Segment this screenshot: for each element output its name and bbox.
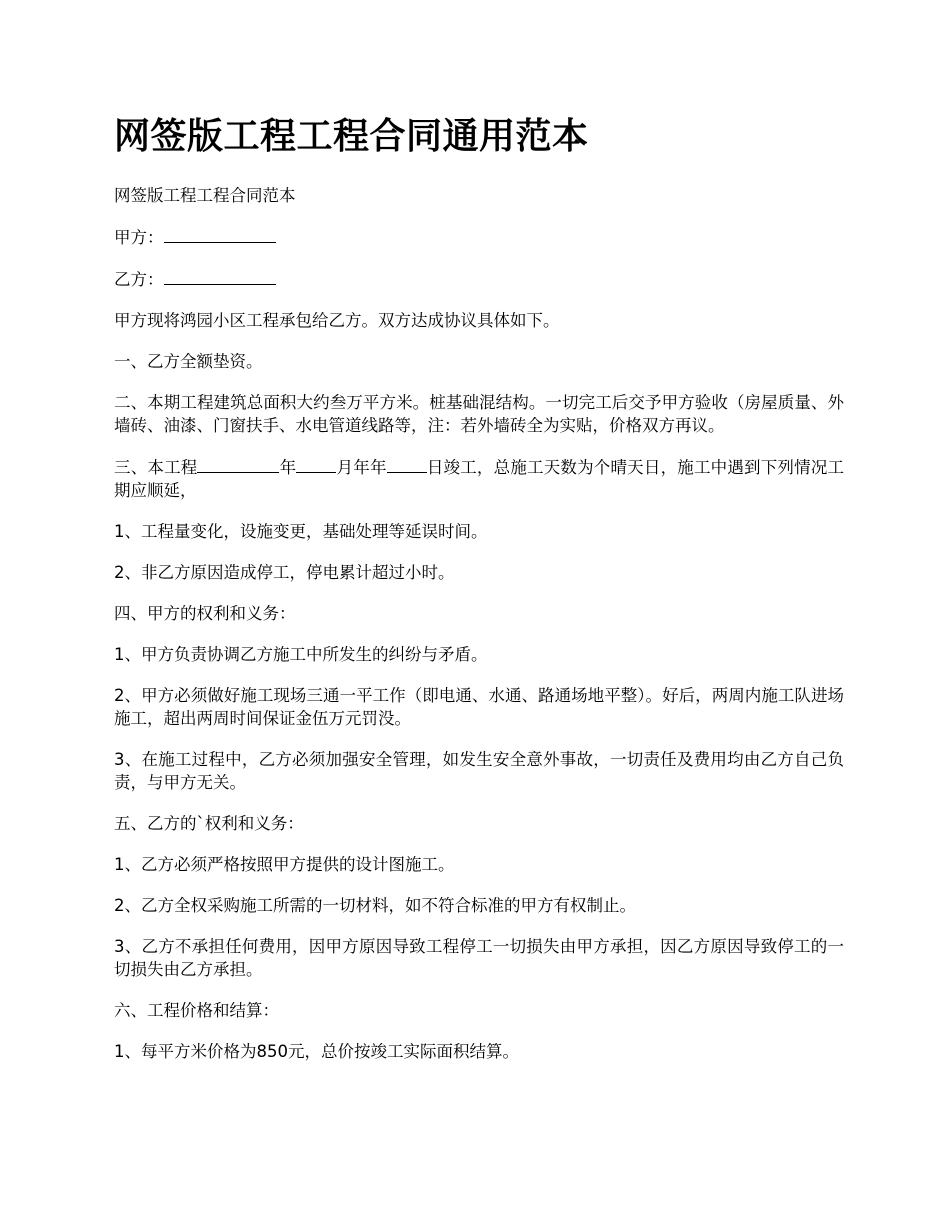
clause-6: 六、工程价格和结算： [114,1001,279,1020]
party-b-line [114,267,844,291]
clause-3-item-2: 2、非乙方原因造成停工，停电累计超过小时。 [114,563,455,582]
clause-3-part-b: 年 [279,458,297,477]
clause-2: 二、本期工程建筑总面积大约叁万平方米。桩基础混结构。一切完工后交予甲方验收（房屋质量、外墙砖、油漆、门窗扶手、水电管道线路等，注：若外墙砖全为实贴，价格双方再议。 [114,393,844,435]
clause-3-part-d: 日竣工，总施工天数为个晴天日，施工中遇到下列情况工期应顺延， [114,458,845,500]
document-page [114,112,844,1081]
clause-6-item-1: 1、每平方米价格为850元，总价按竣工实际面积结算。 [114,1042,519,1061]
clause-4-item-1: 1、甲方负责协调乙方施工中所发生的纠纷与矛盾。 [114,645,488,664]
document-subtitle: 网签版工程工程合同范本 [114,186,296,205]
clause-4-item-2: 2、甲方必须做好施工现场三通一平工作（即电通、水通、路通场地平整）。好后，两周内施工队进场施工，超出两周时间保证金伍万元罚没。 [114,686,844,728]
document-title: 网签版工程工程合同通用范本 [114,116,589,157]
intro-paragraph: 甲方现将鸿园小区工程承包给乙方。双方达成协议具体如下。 [114,311,560,330]
clause-5-item-3: 3、乙方不承担任何费用，因甲方原因导致工程停工一切损失由甲方承担，因乙方原因导致停工的一切损失由乙方承担。 [114,937,844,979]
clause-5: 五、乙方的`权利和义务： [114,814,304,833]
party-a-label: 甲方： [114,228,164,247]
clause-5-item-1: 1、乙方必须严格按照甲方提供的设计图施工。 [114,855,455,874]
clause-3-part-c: 月年年 [336,458,387,477]
clause-3-part-a: 三、本工程 [114,458,198,477]
party-b-label: 乙方： [114,270,164,289]
clause-4-item-3: 3、在施工过程中，乙方必须加强安全管理，如发生安全意外事故，一切责任及费用均由乙方自己负责，与甲方无关。 [114,750,844,792]
clause-3 [114,455,844,502]
party-b-blank [164,267,276,285]
clause-4: 四、甲方的权利和义务： [114,604,296,623]
month-blank [296,455,336,473]
year-blank [197,455,279,473]
party-a-line [114,225,844,249]
party-a-blank [164,225,276,243]
clause-5-item-2: 2、乙方全权采购施工所需的一切材料，如不符合标准的甲方有权制止。 [114,896,636,915]
day-blank [387,455,427,473]
clause-1: 一、乙方全额垫资。 [114,352,263,371]
clause-3-item-1: 1、工程量变化，设施变更，基础处理等延误时间。 [114,522,488,541]
